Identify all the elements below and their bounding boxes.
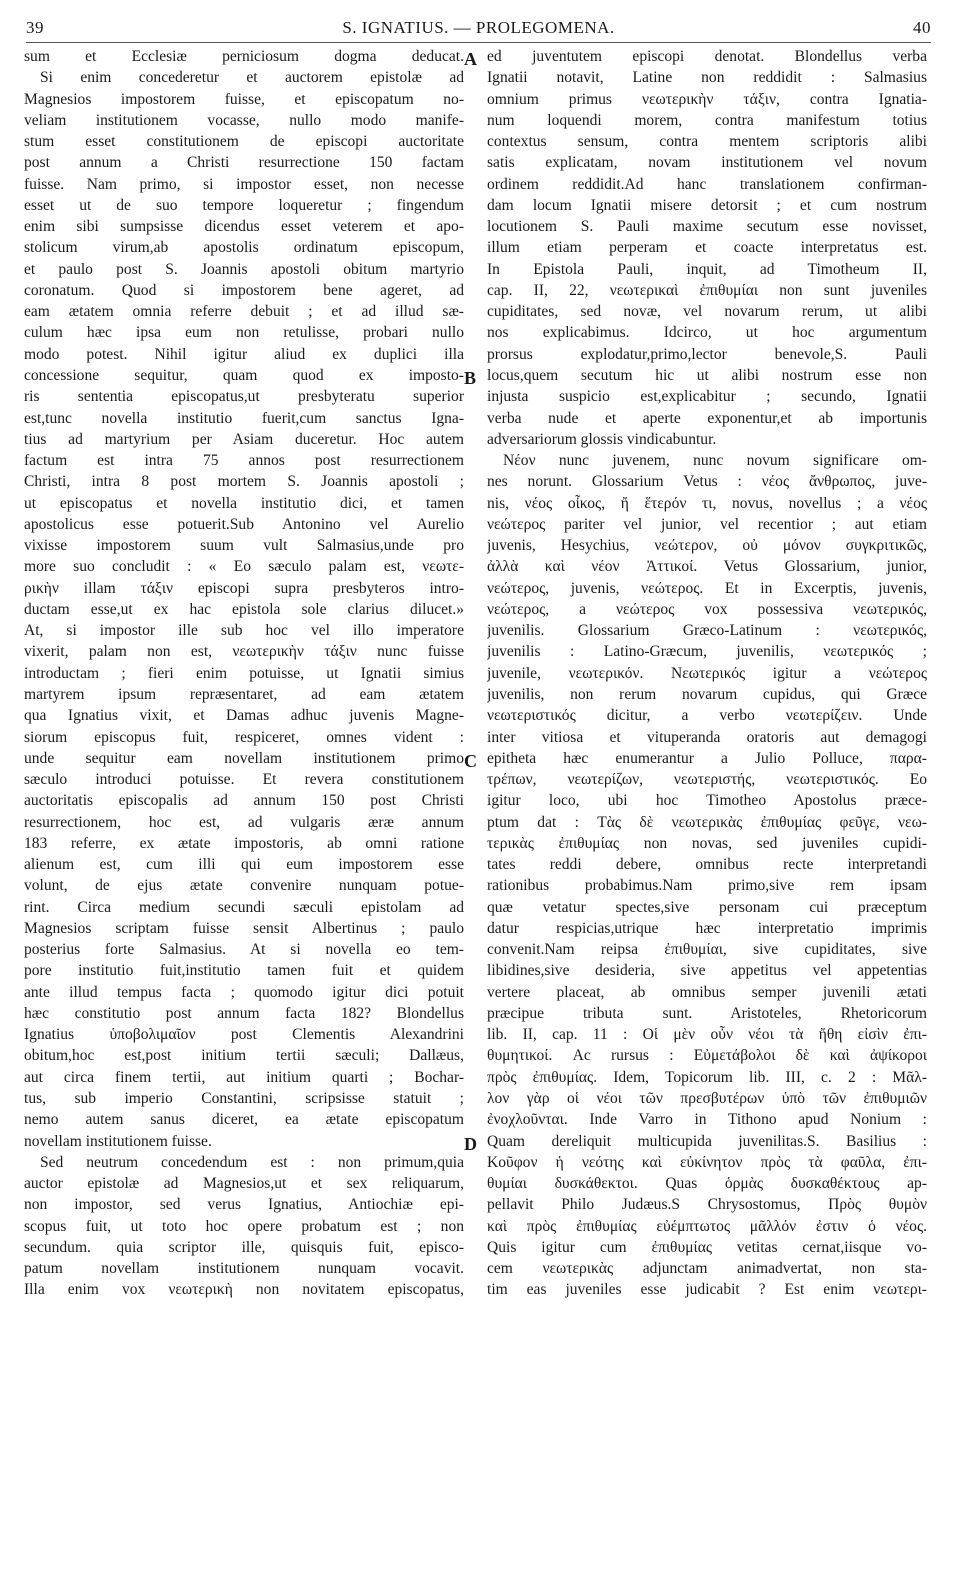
text-line: tius ad martyrium per Asiam duceretur. Hoc autem (24, 430, 464, 448)
page-number-right: 40 (913, 18, 931, 37)
text-line: Sed neutrum concedendum est : non primum,quia (40, 1153, 464, 1171)
text-line: eam ætatem omnia referre debuit ; et ad illud sæ- (24, 303, 464, 321)
text-line: νεώτερος pariter vel junior, vel recentior ; aut etiam (487, 515, 927, 533)
text-line: Illa enim vox νεωτερικὴ non novitatem episcopatus, (24, 1281, 464, 1299)
text-line: coronatum. Quod si impostorem bene ageret, ad (24, 281, 464, 299)
text-line: tates reddi debere, omnibus recte interpretandi (487, 856, 927, 874)
text-line: injusta suspicio est,explicabitur ; secundo, Ignatii (487, 388, 927, 406)
text-line: ἐνοχλοῦνται. Inde Varro in Tithono apud Nonium : (487, 1111, 927, 1129)
text-line: vixerit, palam non est, νεωτερικὴν τάξιν nunc fuisse (24, 643, 464, 661)
text-line: esset ut de suo tempore loqueretur ; fingendum (24, 196, 464, 214)
text-line: posterius forte Salmasius. At si novella eo tem- (24, 941, 464, 959)
text-line: τερικὰς ἐπιθυμίας non novas, sed juveniles cupidi- (487, 834, 927, 852)
right-column (487, 46, 927, 1301)
section-marker-a: A (464, 49, 477, 69)
text-line: νεώτερος, juvenis, νεώτερος. Et in Excerptis, juvenis, (487, 579, 927, 597)
text-line: ductam esse,ut ex hac epistola sole clarius dilucet.» (24, 600, 464, 618)
text-line: hæc constitutio post annum facta 182? Blondellus (24, 1004, 464, 1022)
text-line: καὶ πρὸς ἐπιθυμίας εὐέμπτωτος μᾶλλόν ἐστιν ὁ νέος. (487, 1217, 927, 1235)
text-line: scopus fuit, ut toto hoc opere probatum est ; non (24, 1217, 464, 1235)
text-line: obitum,hoc est,post initium tertii sæculi; Dallæus, (24, 1047, 464, 1065)
text-line: adversariorum glossis vindicabuntur. (487, 430, 717, 448)
section-marker-c: C (464, 751, 477, 771)
text-line: juvenis, Hesychius, νεώτερον, οὐ μόνον συγκριτικῶς, (487, 537, 927, 555)
text-line: tus, sub imperio Constantini, scripsisse statuit ; (24, 1090, 464, 1108)
text-line: volunt, de ejus ætate convenire nunquam potue- (24, 877, 464, 895)
text-line: cem νεωτερικὰς adjunctam animadvertat, non sta- (487, 1260, 927, 1278)
text-line: libidines,sive desideria, sive appetitus vel appetentias (487, 962, 927, 980)
page-number-left: 39 (26, 18, 44, 37)
text-line: et paulo post S. Joannis apostoli obitum martyrio (24, 260, 464, 278)
text-line: est,tunc novella institutio fuerit,cum sanctus Igna- (24, 409, 464, 427)
left-column (24, 46, 464, 1301)
text-line: Ignatii notavit, Latine non reddidit : Salmasius (487, 69, 927, 87)
text-line: ordinem reddidit.Ad hanc translationem confirman- (487, 175, 927, 193)
text-line: stolicum virum,ab apostolis ordinatum episcopum, (24, 239, 464, 257)
running-title: S. IGNATIUS. — PROLEGOMENA. (342, 18, 615, 37)
text-line: νεωτεριστικός dicitur, a verbo νεωτερίζειν. Unde (487, 707, 927, 725)
text-line: epitheta hæc enumerantur a Julio Polluce, παρα- (487, 749, 927, 767)
text-line: Si enim concederetur et auctorem epistolæ ad (40, 69, 464, 87)
text-line: veliam institutionem vocasse, nullo modo manife- (24, 111, 464, 129)
text-line: martyrem ipsum repræsentaret, ad eam ætatem (24, 685, 464, 703)
text-line: post annum a Christi resurrectione 150 factam (24, 154, 464, 172)
text-line: ptum dat : Τὰς δὲ νεωτερικὰς ἐπιθυμίας φεῦγε, νεω- (487, 813, 927, 831)
text-line: lib. II, cap. 11 : Οἱ μὲν οὖν νέοι τὰ ἤθη εἰσὶν ἐπι- (487, 1026, 927, 1044)
text-line: qua Ignatius vixit, et Damas adhuc juvenis Magne- (24, 707, 464, 725)
text-line: ἀλλὰ καὶ νέον Ἀττικοί. Vetus Glossarium, junior, (487, 558, 927, 576)
text-line: Ignatius ὑποβολιμαῖον post Clementis Alexandrini (24, 1026, 464, 1044)
text-line: factum est intra 75 annos post resurrectionem (24, 452, 464, 470)
text-line: In Epistola Pauli, inquit, ad Timotheum II, (487, 260, 927, 278)
text-line: Κοῦφον ἡ νεότης καὶ εὐκίνητον πρὸς τὰ φαῦλα, ἐπι- (487, 1153, 927, 1171)
text-line: juvenilis, non rerum novarum cupidus, qui Græce (487, 685, 927, 703)
text-line: secundum. quia scriptor ille, quisquis fuit, episco- (24, 1238, 464, 1256)
text-line: Quam dereliquit multicupida juvenilitas.S. Basilius : (487, 1132, 927, 1150)
text-line: cupiditates, sed novæ, vel novarum rerum, ut alibi (487, 303, 927, 321)
text-line: ris sententia episcopatus,ut presbyteratu superior (24, 388, 464, 406)
text-line: convenit.Nam reipsa ἐπιθυμίαι, sive cupiditates, sive (487, 941, 927, 959)
running-header (26, 14, 931, 43)
text-line: pore institutio fuit,institutio tamen fuit et quidem (24, 962, 464, 980)
text-line: sæculo introduci potuisse. Et revera constitutionem (24, 771, 464, 789)
text-line: satis explicatam, novam institutionem vel novum (487, 154, 927, 172)
text-line: 183 referre, ex ætate impostoris, ab omni ratione (24, 834, 464, 852)
section-marker-d: D (464, 1134, 477, 1154)
text-line: juvenilis : Latino-Græcum, juvenilis, νεωτερικός ; (487, 643, 927, 661)
text-line: θυμητικοί. Ac rursus : Εὐμετάβολοι δὲ καὶ ἀψίκοροι (487, 1047, 927, 1065)
text-line: prorsus explodatur,primo,lector benevole,S. Pauli (487, 345, 927, 363)
text-line: θυμίαι δυσκάθεκτοι. Quas ὁρμὰς δυσκαθέκτους ap- (487, 1175, 927, 1193)
text-line: fuisse. Nam primo, si impostor esset, non necesse (24, 175, 464, 193)
text-line: nes norunt. Glossarium Vetus : νέος ἄνθρωπος, juve- (487, 473, 927, 491)
text-line: more suo concludit : « Eo sæculo palam est, νεωτε- (24, 558, 464, 576)
text-line: introductam ; fieri enim potuisse, ut Ignatii simius (24, 664, 464, 682)
text-line: Magnesios impostorem fuisse, et episcopatum no- (24, 90, 464, 108)
text-line: ut episcopatus et novella institutio dici, et tamen (24, 494, 464, 512)
text-line: culum hæc ipsa eum non retulisse, probari nullo (24, 324, 464, 342)
text-line: modo potest. Nihil igitur aliud ex duplici illa (24, 345, 464, 363)
text-line: non impostor, sed verus Ignatius, Antiochiæ epi- (24, 1196, 464, 1214)
text-line: verba nude et aperte exponentur,et ab importunis (487, 409, 927, 427)
text-line: concessione sequitur, quam quod ex imposto- (24, 366, 464, 384)
text-line: siorum episcopus fuit, respiceret, omnes vident : (24, 728, 464, 746)
text-line: Christi, intra 8 post mortem S. Joannis apostoli ; (24, 473, 464, 491)
text-line: juvenile, νεωτερικόν. Νεωτερικός igitur a νεώτερος (487, 664, 927, 682)
section-marker-b: B (464, 368, 477, 388)
text-line: auctor epistolæ ad Magnesios,ut et sex reliquarum, (24, 1175, 464, 1193)
text-line: Quis igitur cum ἐπιθυμίας vetitas cernat,iisque vo- (487, 1238, 927, 1256)
text-line: quæ vetatur spectes,sive personam cui præceptum (487, 898, 927, 916)
text-line: aut circa finem tertii, aut initium quarti ; Bochar- (24, 1068, 464, 1086)
text-line: nos explicabimus. Idcirco, ut hoc argumentum (487, 324, 927, 342)
text-line: omnium primus νεωτερικὴν τάξιν, contra Ignatia- (487, 90, 927, 108)
text-line: ρικὴν illam τάξιν episcopi supra presbyteros intro- (24, 579, 464, 597)
text-line: At, si impostor ille sub hoc vel illo imperatore (24, 622, 464, 640)
text-line: τρέπων, νεωτερίζων, νεωτεριστής, νεωτεριστικός. Eo (487, 771, 927, 789)
text-line: apostolicus esse potuerit.Sub Antonino vel Aurelio (24, 515, 464, 533)
text-line: nis, νέος οἶκος, ἤ ἕτερόν τι, novus, novellus ; a νέος (487, 494, 927, 512)
text-line: rationibus probabimus.Nam primo,sive rem ipsam (487, 877, 927, 895)
text-line: patum novellam institutionem nunquam vocavit. (24, 1260, 464, 1278)
text-line: locutionem S. Pauli maxime secutum esse novisset, (487, 218, 927, 236)
text-line: pellavit Philo Judæus.S Chrysostomus, Πρὸς θυμὸν (487, 1196, 927, 1214)
text-line: ed juventutem episcopi denotat. Blondellus verba (487, 48, 927, 65)
text-line: rint. Circa medium secundi sæculi epistolam ad (24, 898, 464, 916)
text-line: num loquendi morem, contra manifestum totius (487, 111, 927, 129)
text-line: nemo autem sanus diceret, ea ætate episcopatum (24, 1111, 464, 1129)
text-line: πρὸς ἐπιθυμίας. Idem, Topicorum lib. III, c. 2 : Μᾶλ- (487, 1068, 927, 1086)
text-line: dam locum Ignatii misere detorsit ; et cum nostrum (487, 196, 927, 214)
text-line: præcipue tributa sunt. Aristoteles, Rhetoricorum (487, 1004, 927, 1022)
text-line: resurrectionem, hoc est, ad vulgaris æræ annum (24, 813, 464, 831)
text-line: νεώτερος, a νεώτερος vox possessiva νεωτερικός, (487, 600, 927, 618)
text-line: stum esset constitutionem de episcopi auctoritate (24, 133, 464, 151)
text-line: juvenilis. Glossarium Græco-Latinum : νεωτερικός, (487, 622, 927, 640)
text-line: tim eas juveniles esse judicabit ? Est enim νεωτερι- (487, 1281, 927, 1299)
text-line: igitur loco, ubi hoc Timotheo Apostolus præce- (487, 792, 927, 810)
text-line: Magnesios scriptam fuisse sensit Albertinus ; paulo (24, 919, 464, 937)
text-line: vertere placeat, ab omnibus semper juvenili ætati (487, 983, 927, 1001)
text-line: alienum est, cum illi qui eum impostorem esse (24, 856, 464, 874)
text-line: illum etiam perperam et coacte interpretatus est. (487, 239, 927, 257)
text-line: unde sequitur eam novellam institutionem primo (24, 749, 464, 767)
text-line: inter vitiosa et vituperanda oratoris aut demagogi (487, 728, 927, 746)
text-line: Νέον nunc juvenem, nunc novum significare om- (503, 452, 927, 470)
text-line: ante illud tempus facta ; quomodo igitur dici potuit (24, 983, 464, 1001)
text-line: cap. II, 22, νεωτερικαὶ ἐπιθυμίαι non sunt juveniles (487, 281, 927, 299)
text-line: enim sibi sumpsisse dicendus esset veterem et apo- (24, 218, 464, 236)
text-line: auctoritatis episcopalis ad annum 150 post Christi (24, 792, 464, 810)
text-line: novellam institutionem fuisse. (24, 1132, 212, 1150)
text-line: sum et Ecclesiæ perniciosum dogma deducat. (24, 48, 464, 65)
text-line: λον γὰρ οἱ νέοι τῶν πρεσβυτέρων ὑπὸ τῶν ἐπιθυμιῶν (487, 1090, 927, 1108)
text-line: datur respicias,utrique hæc interpretatio imprimis (487, 919, 927, 937)
text-line: locus,quem secutum hic ut alibi nostrum esse non (487, 366, 927, 384)
text-line: vixisse impostorem suum vult Salmasius,unde pro (24, 537, 464, 555)
text-line: contextus sensum, contra mentem scriptoris alibi (487, 133, 927, 151)
